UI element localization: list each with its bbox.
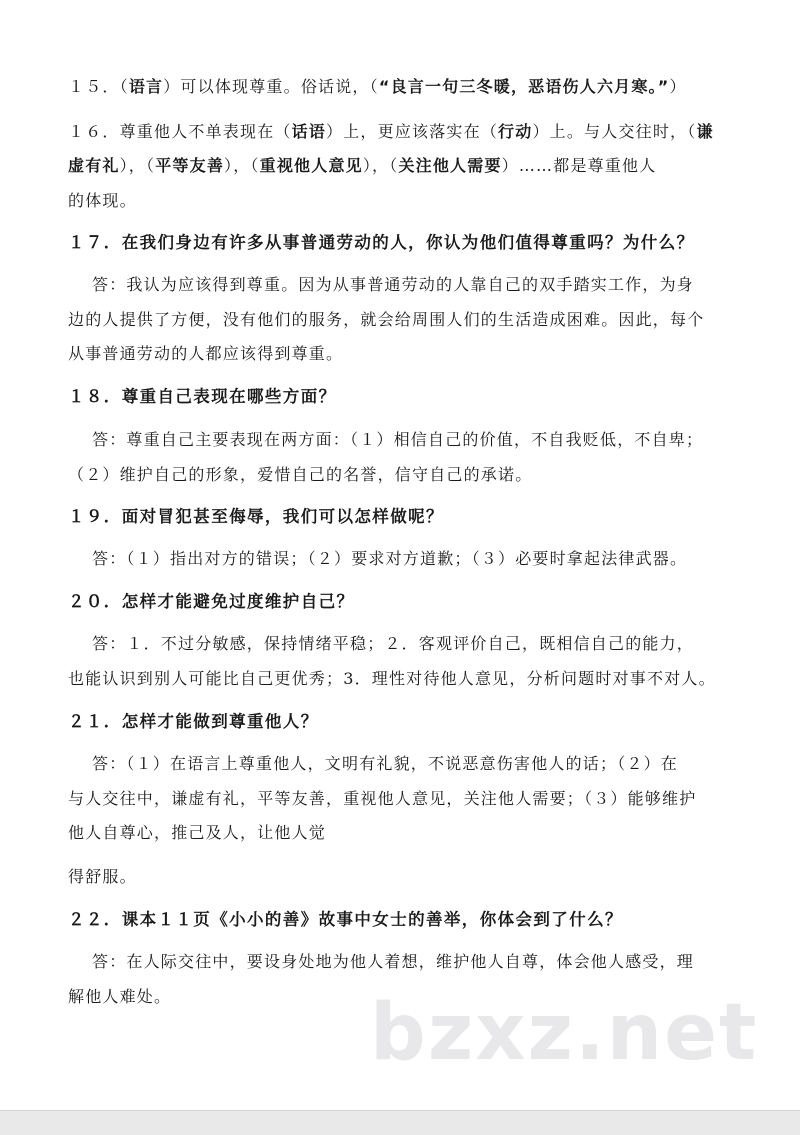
answer-blank: 谦 xyxy=(696,122,714,141)
answer-22-line-1: 答：在人际交往中，要设身处地为他人着想，维护他人自尊，体会他人感受，理 xyxy=(92,952,695,971)
question-18: １８．尊重自己表现在哪些方面？ xyxy=(68,387,337,406)
answer-17-line-3: 从事普通劳动的人都应该得到尊重。 xyxy=(68,344,344,363)
item-15: １５．（语言）可以体现尊重。俗话说，（“良言一句三冬暖，恶语伤人六月寒。”） xyxy=(68,77,687,96)
answer-20-line-2: 也能认识到别人可能比自己更优秀；3．理性对待他人意见，分析问题时对事不对人。 xyxy=(68,669,716,688)
answer-blank: 虚有礼 xyxy=(68,156,120,175)
question-21: ２１．怎样才能做到尊重他人？ xyxy=(68,712,319,731)
viewer-bottom-edge xyxy=(0,1110,800,1135)
answer-blank: 重视他人意见 xyxy=(259,156,363,175)
answer-21-line-4: 得舒服。 xyxy=(68,867,137,886)
answer-blank: “良言一句三冬暖，恶语伤人六月寒。” xyxy=(378,77,670,96)
answer-21-line-1: 答：（１）在语言上尊重他人，文明有礼貌，不说恶意伤害他人的话；（２）在 xyxy=(92,754,679,773)
item-16-line-2: 虚有礼），（平等友善），（重视他人意见），（关注他人需要）……都是尊重他人 xyxy=(68,156,657,175)
answer-18-line-2: （２）维护自己的形象，爱惜自己的名誉，信守自己的承诺。 xyxy=(68,465,533,484)
answer-19-line-1: 答：（１）指出对方的错误；（２）要求对方道歉；（３）必要时拿起法律武器。 xyxy=(92,549,688,568)
answer-18-line-1: 答：尊重自己主要表现在两方面：（１）相信自己的价值，不自我贬低，不自卑； xyxy=(92,430,704,449)
item-16-line-3: 的体现。 xyxy=(68,191,137,210)
question-20: ２０．怎样才能避免过度维护自己？ xyxy=(68,592,355,611)
answer-blank: 关注他人需要 xyxy=(398,156,502,175)
watermark: bzxz.net xyxy=(370,988,759,1078)
answer-20-line-1: 答：１．不过分敏感，保持情绪平稳；２．客观评价自己，既相信自己的能力， xyxy=(92,634,695,653)
question-22: ２２．课本１１页《小小的善》故事中女士的善举，你体会到了什么？ xyxy=(68,910,623,929)
question-17: １７．在我们身边有许多从事普通劳动的人，你认为他们值得尊重吗？为什么？ xyxy=(68,233,695,252)
answer-blank: 话语 xyxy=(291,122,327,141)
answer-21-line-3: 他人自尊心，推己及人，让他人觉 xyxy=(68,823,327,842)
question-19: １９．面对冒犯甚至侮辱，我们可以怎样做呢？ xyxy=(68,507,444,526)
item-16-line-1: １６．尊重他人不单表现在（话语）上，更应该落实在（行动）上。与人交往时，（谦 xyxy=(68,122,714,141)
answer-21-line-2: 与人交往中，谦虚有礼，平等友善，重视他人意见，关注他人需要；（３）能够维护 xyxy=(68,789,697,808)
answer-17-line-1: 答：我认为应该得到尊重。因为从事普通劳动的人靠自己的双手踏实工作，为身 xyxy=(92,275,695,294)
answer-17-line-2: 边的人提供了方便，没有他们的服务，就会给周围人们的生活造成困难。因此，每个 xyxy=(68,310,705,329)
answer-blank: 行动 xyxy=(498,122,533,141)
answer-blank: 平等友善 xyxy=(155,156,225,175)
answer-blank: 语言 xyxy=(128,77,164,96)
answer-22-line-2: 解他人难处。 xyxy=(68,987,172,1006)
